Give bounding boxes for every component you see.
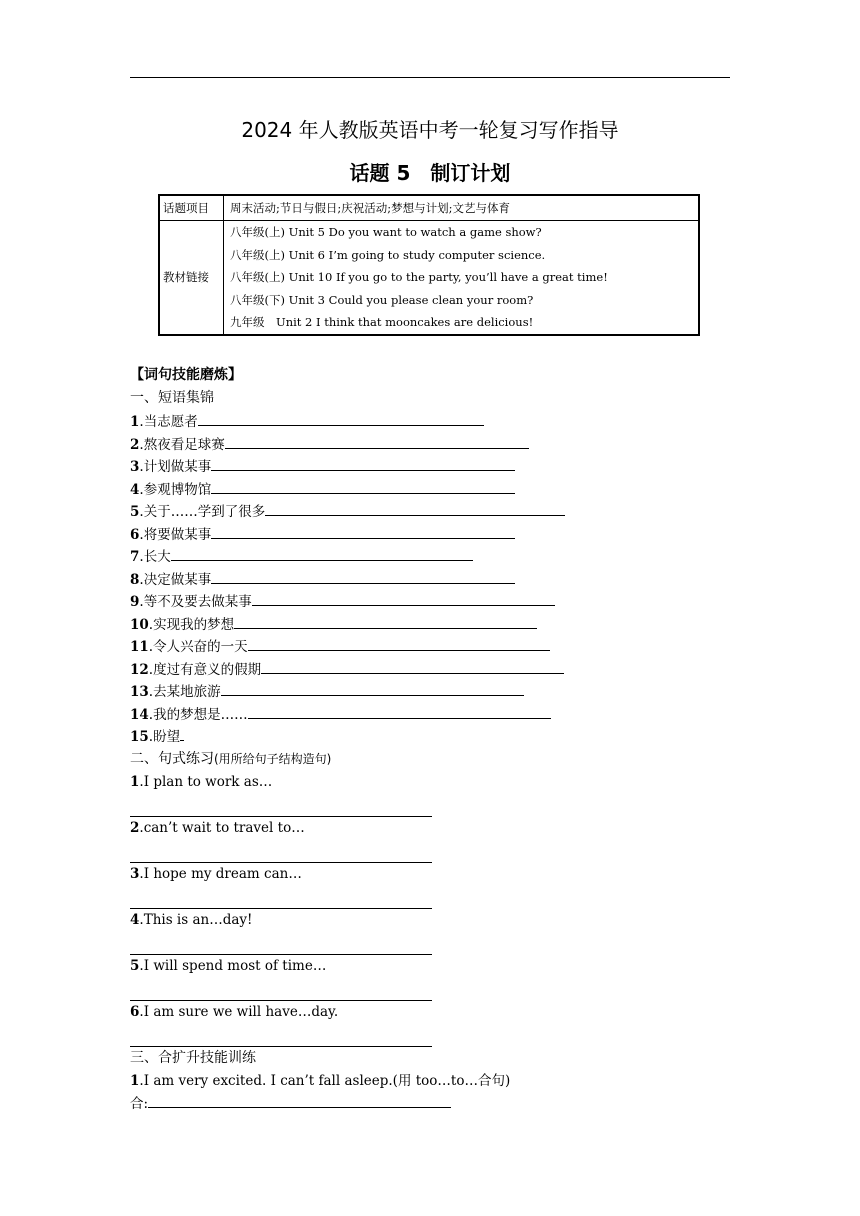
- answer-blank[interactable]: [211, 478, 515, 494]
- table-row: [159, 195, 699, 221]
- answer-blank[interactable]: [265, 500, 565, 516]
- header-rule: [130, 77, 730, 78]
- answer-blank[interactable]: [148, 1092, 451, 1108]
- answer-blank[interactable]: [225, 433, 529, 449]
- phrase-item: 15.盼望: [130, 725, 565, 748]
- exercise-content: [130, 363, 565, 1115]
- answer-blank[interactable]: [211, 523, 515, 539]
- answer-blank[interactable]: [171, 545, 473, 561]
- answer-blank[interactable]: [180, 725, 184, 741]
- textbook-item: 八年级(上) Unit 6 I’m going to study computer science.: [230, 247, 546, 262]
- section2-hint: (用所给句子结构造句): [214, 751, 332, 766]
- answer-blank[interactable]: [211, 568, 515, 584]
- section-main-heading: 【词句技能磨炼】: [130, 367, 242, 383]
- section3-heading: 三、合扩升技能训练: [130, 1049, 256, 1066]
- answer-line[interactable]: [130, 1023, 432, 1047]
- phrase-item: 13.去某地旅游: [130, 680, 565, 703]
- sentence-item: 1.I plan to work as…: [130, 773, 273, 790]
- answer-blank[interactable]: [261, 658, 564, 674]
- reference-table: [158, 194, 700, 336]
- textbook-item: 九年级 Unit 2 I think that mooncakes are delicious!: [230, 315, 534, 329]
- answer-line[interactable]: [130, 885, 432, 909]
- section1-heading: 一、短语集锦: [130, 390, 214, 406]
- sentence-item: 4.This is an…day!: [130, 911, 253, 928]
- sentence-item: 6.I am sure we will have…day.: [130, 1003, 339, 1020]
- topic-value: 周末活动;节日与假日;庆祝活动;梦想与计划;文艺与体育: [224, 195, 700, 221]
- answer-line[interactable]: [130, 839, 432, 863]
- table-row: [159, 221, 699, 335]
- phrase-item: 5.关于……学到了很多: [130, 500, 565, 523]
- section2-heading: 二、句式练习(用所给句子结构造句): [130, 750, 332, 767]
- phrase-item: 9.等不及要去做某事: [130, 590, 565, 613]
- textbook-list: [224, 221, 700, 335]
- phrase-item: 14.我的梦想是……: [130, 703, 565, 726]
- phrase-item: 11.令人兴奋的一天: [130, 635, 565, 658]
- phrase-item: 1.当志愿者: [130, 410, 565, 433]
- phrase-item: 4.参观博物馆: [130, 478, 565, 501]
- answer-blank[interactable]: [248, 635, 550, 651]
- combine-item: 1.I am very excited. I can’t fall asleep.(用 too…to…合句): [130, 1072, 511, 1089]
- textbook-label: 教材链接: [159, 221, 224, 335]
- combine-answer: [130, 1092, 565, 1115]
- combine-answer-label: 合:: [130, 1096, 149, 1112]
- textbook-item: 八年级(上) Unit 10 If you go to the party, you’ll have a great time!: [230, 270, 608, 284]
- phrase-item: 2.熬夜看足球赛: [130, 433, 565, 456]
- topic-label: 话题项目: [159, 195, 224, 221]
- answer-line[interactable]: [130, 931, 432, 955]
- textbook-item: 八年级(下) Unit 3 Could you please clean your room?: [230, 292, 534, 307]
- answer-line[interactable]: [130, 977, 432, 1001]
- page-subtitle: 话题 5 制订计划: [349, 161, 511, 185]
- phrase-item: 6.将要做某事: [130, 523, 565, 546]
- answer-blank[interactable]: [211, 455, 515, 471]
- textbook-item: 八年级(上) Unit 5 Do you want to watch a game show?: [230, 225, 542, 239]
- sentence-item: 3.I hope my dream can…: [130, 865, 302, 882]
- answer-blank[interactable]: [248, 703, 551, 719]
- answer-blank[interactable]: [198, 410, 484, 426]
- page-title: 2024 年人教版英语中考一轮复习写作指导: [241, 118, 619, 142]
- phrase-item: 10.实现我的梦想: [130, 613, 565, 636]
- phrase-item: 8.决定做某事: [130, 568, 565, 591]
- phrase-item: 3.计划做某事: [130, 455, 565, 478]
- answer-blank[interactable]: [221, 680, 524, 696]
- phrase-item: 12.度过有意义的假期: [130, 658, 565, 681]
- phrase-item: 7.长大: [130, 545, 565, 568]
- sentence-item: 5.I will spend most of time…: [130, 957, 327, 974]
- sentence-item: 2.can’t wait to travel to…: [130, 819, 305, 836]
- answer-blank[interactable]: [234, 613, 537, 629]
- answer-blank[interactable]: [252, 590, 555, 606]
- answer-line[interactable]: [130, 793, 432, 817]
